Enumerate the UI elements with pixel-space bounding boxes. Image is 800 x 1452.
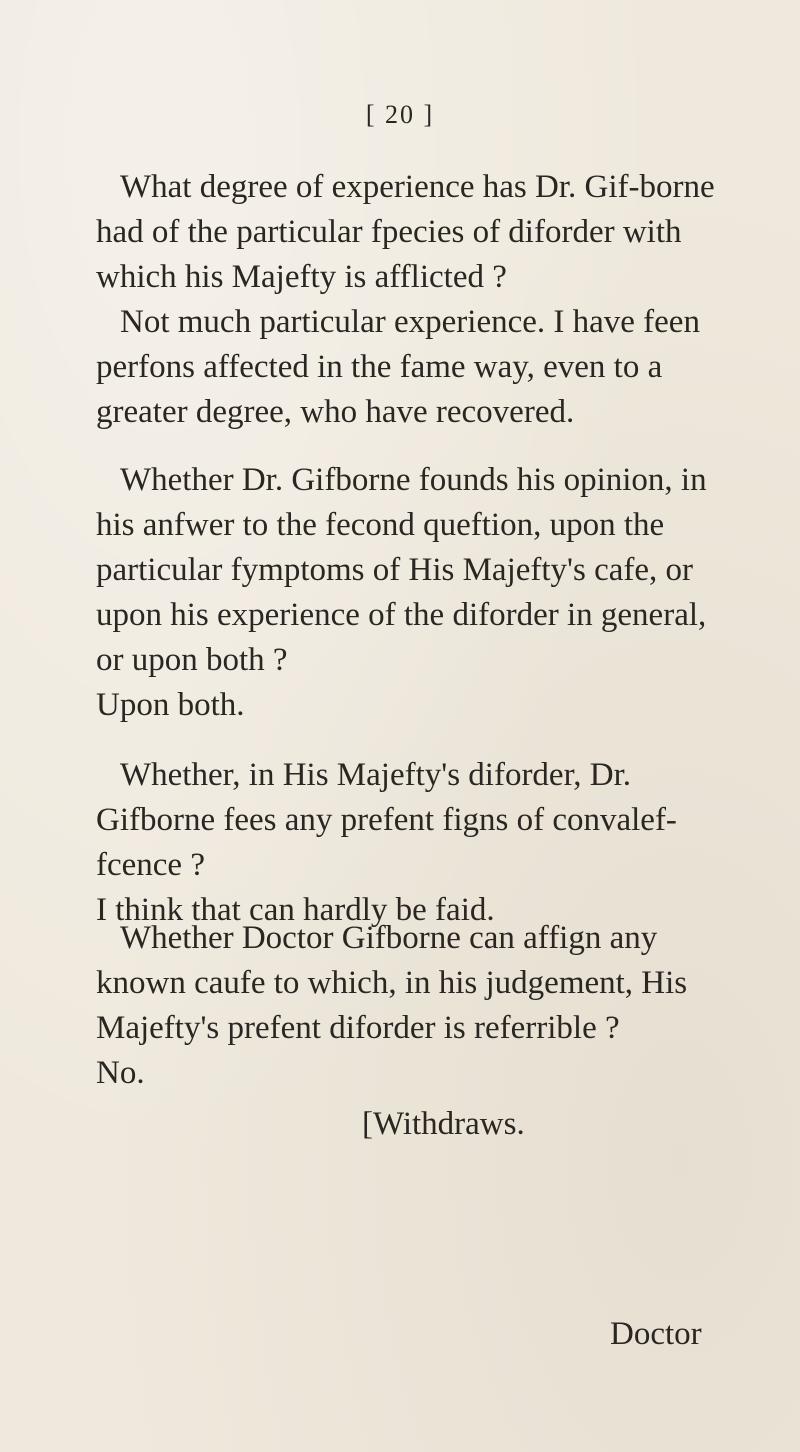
answer-4: No. — [96, 1055, 145, 1091]
answer-2: Upon both. — [96, 687, 245, 723]
question-3: Whether, in His Majefty's diforder, Dr. Gifborne fees any prefent figns of convalef-fcence ? — [96, 757, 677, 883]
entry-4 — [96, 916, 716, 1096]
entry-1 — [96, 165, 716, 435]
catchword: Doctor — [610, 1316, 702, 1352]
entry-3 — [96, 753, 716, 933]
question-1: What degree of experience has Dr. Gif-borne had of the particular fpecies of diforder with which his Majefty is afflicted ? — [96, 169, 715, 295]
question-4: Whether Doctor Gifborne can affign any known caufe to which, in his judgement, His Majefty's prefent diforder is referrible ? — [96, 920, 688, 1046]
page-number: [ 20 ] — [365, 100, 435, 129]
answer-3: I think that can hardly be faid. — [96, 892, 495, 928]
question-2: Whether Dr. Gifborne founds his opinion, in his anfwer to the fecond queftion, upon the particular fymptoms of His Majefty's cafe, or upon his experience of the diforder in general, or upon both ? — [96, 462, 707, 678]
stage-direction: [Withdraws. — [362, 1106, 525, 1142]
answer-1: Not much particular experience. I have feen perfons affected in the fame way, even to a greater degree, who have recovered. — [96, 304, 700, 430]
entry-2 — [96, 458, 716, 728]
